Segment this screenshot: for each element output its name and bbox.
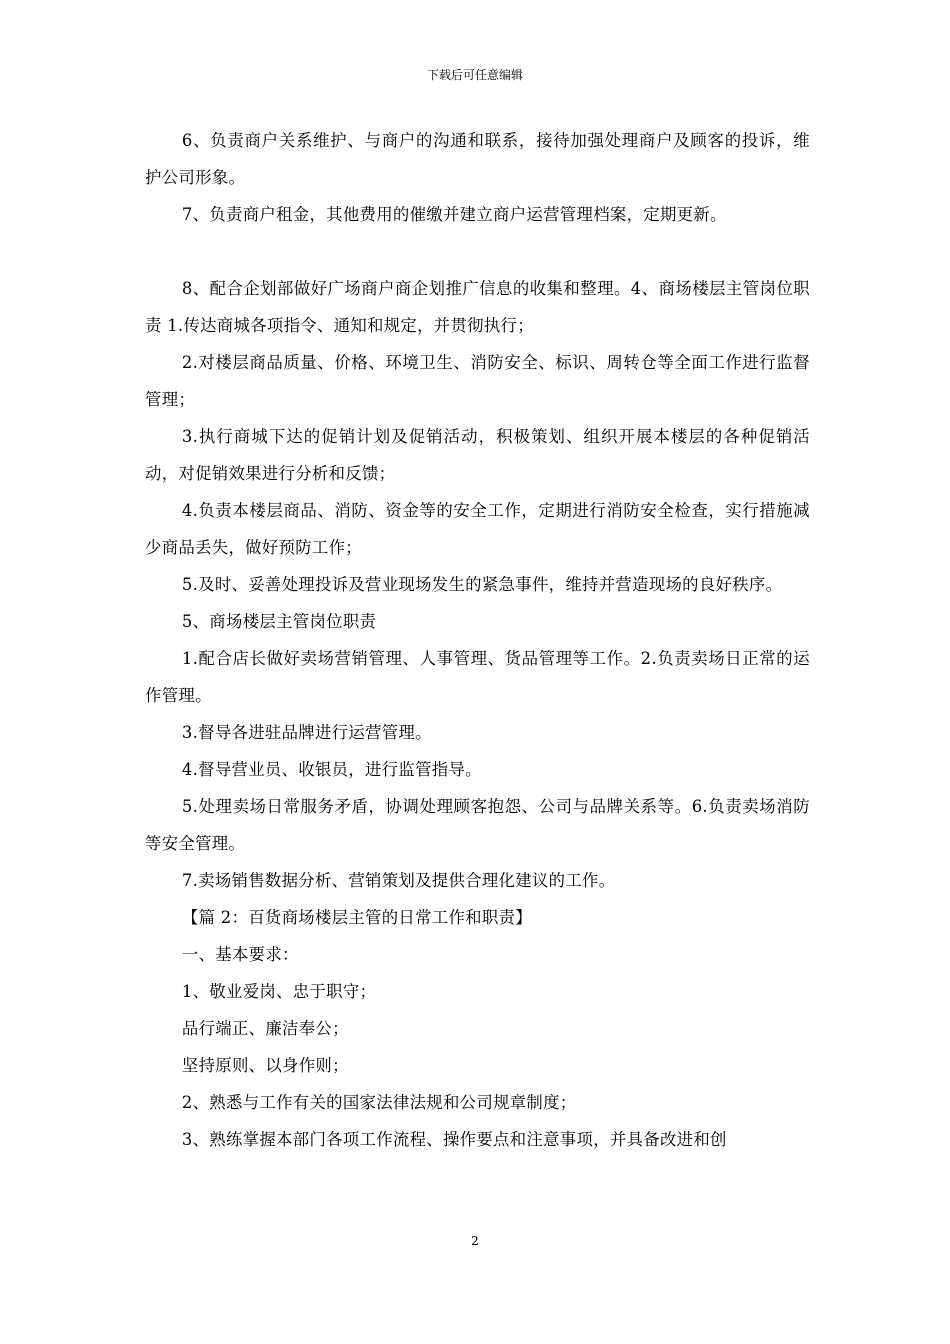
paragraph: 7、负责商户租金，其他费用的催缴并建立商户运营管理档案，定期更新。 [181, 205, 727, 224]
paragraph: 2.对楼层商品质量、价格、环境卫生、消防安全、标识、周转仓等全面工作进行监督管理； [145, 353, 810, 409]
paragraph: 5.及时、妥善处理投诉及营业现场发生的紧急事件，维持并营造现场的良好秩序。 [181, 575, 783, 594]
document-body [145, 122, 810, 1158]
page-header: 下载后可任意编辑 [426, 68, 523, 82]
paragraph: 7.卖场销售数据分析、营销策划及提供合理化建议的工作。 [181, 871, 616, 890]
paragraph: 8、配合企划部做好广场商户商企划推广信息的收集和整理。4、商场楼层主管岗位职责 1.传达商城各项指令、通知和规定，并贯彻执行； [145, 279, 810, 335]
paragraph: 3、熟练掌握本部门各项工作流程、操作要点和注意事项，并具备改进和创 [181, 1130, 727, 1149]
paragraph: 品行端正、廉洁奉公； [181, 1019, 349, 1038]
page-number: 2 [471, 1234, 479, 1248]
paragraph: 2、熟悉与工作有关的国家法律法规和公司规章制度； [181, 1093, 577, 1112]
paragraph: 3.执行商城下达的促销计划及促销活动，积极策划、组织开展本楼层的各种促销活动，对促销效果进行分析和反馈； [145, 427, 810, 483]
paragraph: 1、敬业爱岗、忠于职守； [181, 982, 377, 1001]
section-title: 【篇 2：百货商场楼层主管的日常工作和职责】 [181, 908, 532, 927]
paragraph: 5.处理卖场日常服务矛盾，协调处理顾客抱怨、公司与品牌关系等。6.负责卖场消防等安全管理。 [145, 797, 810, 853]
paragraph: 4.负责本楼层商品、消防、资金等的安全工作，定期进行消防安全检查，实行措施减少商品丢失，做好预防工作； [145, 501, 810, 557]
paragraph: 3.督导各进驻品牌进行运营管理。 [181, 723, 432, 742]
section-heading: 5、商场楼层主管岗位职责 [181, 612, 377, 631]
section-heading: 一、基本要求： [181, 945, 299, 964]
paragraph: 坚持原则、以身作则； [181, 1056, 349, 1075]
paragraph: 1.配合店长做好卖场营销管理、人事管理、货品管理等工作。2.负责卖场日正常的运作管理。 [145, 649, 810, 705]
paragraph: 4.督导营业员、收银员，进行监管指导。 [181, 760, 482, 779]
paragraph: 6、负责商户关系维护、与商户的沟通和联系，接待加强处理商户及顾客的投诉，维护公司形象。 [145, 131, 810, 187]
